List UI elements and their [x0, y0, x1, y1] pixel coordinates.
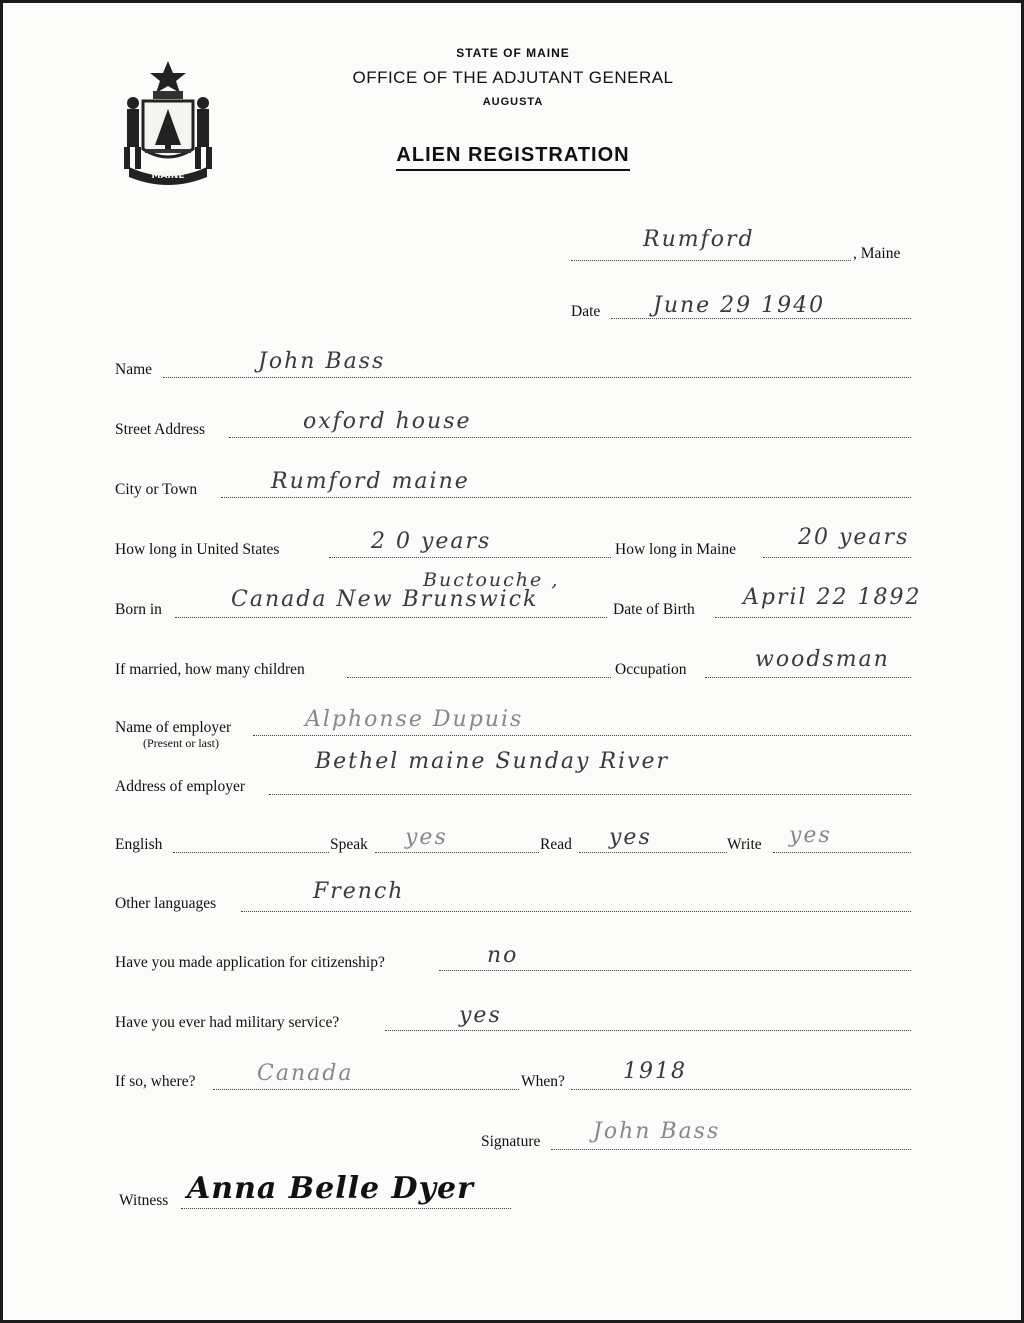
- read-value[interactable]: yes: [609, 825, 652, 850]
- other-languages-value[interactable]: French: [313, 879, 405, 904]
- occupation-label: Occupation: [615, 661, 687, 678]
- employer-address-label: Address of employer: [115, 778, 245, 795]
- city-value[interactable]: Rumford maine: [271, 469, 470, 494]
- read-label: Read: [540, 836, 572, 853]
- born-line: [175, 617, 607, 618]
- other-languages-line: [241, 911, 911, 912]
- english-label: English: [115, 836, 163, 853]
- svg-text:MAINE: MAINE: [151, 171, 185, 181]
- occupation-line: [705, 677, 911, 678]
- witness-value[interactable]: Anna Belle Dyer: [187, 1171, 474, 1206]
- street-value[interactable]: oxford house: [303, 409, 472, 434]
- where-label: If so, where?: [115, 1073, 196, 1090]
- read-line: [579, 852, 727, 853]
- maine-duration-line: [763, 557, 911, 558]
- military-value[interactable]: yes: [459, 1003, 502, 1028]
- children-line: [347, 677, 611, 678]
- citizenship-line: [439, 970, 911, 971]
- where-line: [213, 1089, 519, 1090]
- name-line: [163, 377, 911, 378]
- employer-value[interactable]: Alphonse Dupuis: [305, 707, 524, 732]
- dob-value[interactable]: April 22 1892: [743, 585, 922, 610]
- signature-line: [551, 1149, 911, 1150]
- employer-address-value[interactable]: Bethel maine Sunday River: [315, 749, 670, 774]
- employer-line: [253, 735, 911, 736]
- born-value[interactable]: Canada New Brunswick: [231, 587, 539, 612]
- where-value[interactable]: Canada: [257, 1061, 354, 1086]
- born-note-value[interactable]: Buctouche ,: [423, 569, 560, 591]
- city-line: [221, 497, 911, 498]
- english-line: [173, 852, 329, 853]
- born-label: Born in: [115, 601, 162, 618]
- date-value[interactable]: June 29 1940: [653, 293, 826, 318]
- dob-line: [715, 617, 911, 618]
- date-line: [611, 318, 911, 319]
- state-of-maine-seal-icon: [115, 57, 221, 187]
- witness-line: [181, 1208, 511, 1209]
- city-heading: AUGUSTA: [482, 96, 544, 108]
- town-value[interactable]: Rumford: [643, 227, 755, 252]
- citizenship-label: Have you made application for citizenship?: [115, 954, 385, 971]
- street-label: Street Address: [115, 421, 205, 438]
- employer-address-line: [269, 794, 911, 795]
- when-label: When?: [521, 1073, 565, 1090]
- write-line: [773, 852, 911, 853]
- signature-label: Signature: [481, 1133, 541, 1150]
- maine-duration-label: How long in Maine: [615, 541, 736, 558]
- street-line: [229, 437, 911, 438]
- children-label: If married, how many children: [115, 661, 305, 678]
- form-sheet: [3, 3, 1021, 1320]
- form-title-text: ALIEN REGISTRATION: [396, 144, 629, 171]
- military-line: [385, 1030, 911, 1031]
- write-value[interactable]: yes: [789, 823, 832, 848]
- name-label: Name: [115, 361, 153, 378]
- city-label: City or Town: [115, 481, 198, 498]
- when-line: [571, 1089, 911, 1090]
- town-line: [571, 260, 851, 261]
- employer-note: (Present or last): [143, 736, 219, 750]
- us-duration-value[interactable]: 2 0 years: [371, 529, 492, 554]
- write-label: Write: [727, 836, 762, 853]
- form-title: [303, 144, 723, 167]
- dob-label: Date of Birth: [613, 601, 695, 618]
- signature-value[interactable]: John Bass: [593, 1119, 721, 1144]
- witness-label: Witness: [119, 1192, 169, 1209]
- speak-line: [375, 852, 539, 853]
- military-label: Have you ever had military service?: [115, 1014, 340, 1031]
- maine-duration-value[interactable]: 20 years: [798, 525, 910, 550]
- maine-label: , Maine: [853, 245, 901, 262]
- date-label: Date: [571, 303, 601, 320]
- citizenship-value[interactable]: no: [487, 943, 519, 968]
- employer-label: Name of employer: [115, 719, 232, 736]
- office-heading: OFFICE OF THE ADJUTANT GENERAL: [352, 68, 674, 87]
- name-value[interactable]: John Bass: [258, 349, 386, 374]
- speak-value[interactable]: yes: [405, 825, 448, 850]
- us-duration-label: How long in United States: [115, 541, 280, 558]
- speak-label: Speak: [330, 836, 368, 853]
- us-duration-line: [329, 557, 611, 558]
- when-value[interactable]: 1918: [623, 1059, 687, 1084]
- state-heading: STATE OF MAINE: [456, 46, 570, 60]
- occupation-value[interactable]: woodsman: [755, 647, 890, 672]
- other-languages-label: Other languages: [115, 895, 217, 912]
